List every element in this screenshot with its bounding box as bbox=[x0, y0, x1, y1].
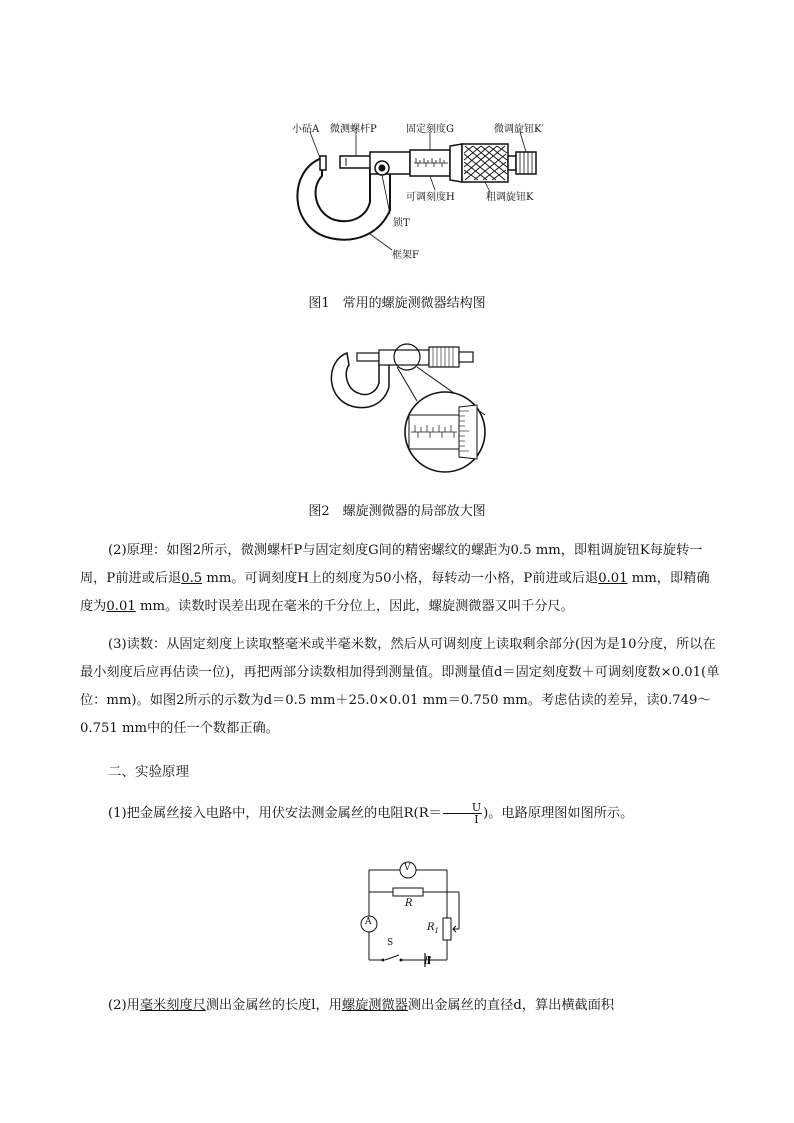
switch-label: S bbox=[387, 938, 394, 948]
paragraph-reading: (3)读数：从固定刻度上读取整毫米或半毫米数，然后从可调刻度上读取剩余部分(因为是10分度，所以在最小刻度后应再估读一位)，再把两部分读数相加得到测量值。即测量值d＝固定刻度数＋可调刻度数×0.01(单位：mm)。如图2所示的示数为d＝0.5 mm＋25.0×0.01 mm＝0.750 mm。考虑估读的差异，读0.749～0.751 mm中的任一个数都正确。 bbox=[80, 637, 720, 736]
voltmeter-label: V bbox=[404, 863, 411, 873]
measure-tool-ruler: 毫米刻度尺 bbox=[139, 998, 206, 1013]
paragraph-principle bbox=[80, 537, 720, 621]
figure-1-caption: 图1 常用的螺旋测微器结构图 bbox=[308, 296, 486, 311]
circuit-diagram bbox=[355, 852, 475, 970]
circuit-wires bbox=[355, 852, 475, 970]
figure-2-caption: 图2 螺旋测微器的局部放大图 bbox=[308, 504, 486, 519]
figure-2 bbox=[325, 335, 495, 475]
label-frame: 框架F bbox=[392, 250, 419, 261]
label-coarse-knob: 粗调旋钮K bbox=[486, 192, 534, 203]
label-spindle: 微测螺杆P bbox=[330, 124, 377, 135]
rheostat-subscript: 1 bbox=[434, 927, 439, 935]
label-fixed-scale: 固定刻度G bbox=[406, 124, 454, 135]
measure-text-2: 测出金属丝的长度l，用 bbox=[205, 998, 342, 1013]
principle-text-1: (2)原理：如图2所示，微测螺杆P与固定刻度G间的精密螺纹的螺距为0.5 mm，即粗调旋钮K每旋转一周，P前进或后退 bbox=[80, 543, 703, 586]
principle-text-2: mm。可调刻度H上的刻度为50小格，每转动一小格，P前进或后退 bbox=[202, 571, 599, 586]
measure-tool-micrometer: 螺旋测微器 bbox=[341, 998, 408, 1013]
label-fine-knob: 微调旋钮K′ bbox=[494, 124, 544, 135]
paragraph-measure bbox=[80, 992, 720, 1020]
label-lock: 锁T bbox=[393, 218, 410, 229]
principle-blank-2: 0.01 bbox=[598, 571, 628, 586]
ohm-fraction bbox=[443, 802, 482, 825]
ammeter-label: A bbox=[365, 917, 372, 927]
principle-blank-1: 0.5 bbox=[181, 571, 203, 586]
measure-text-3: 测出金属丝的直径d，算出横截面积 bbox=[407, 998, 615, 1013]
rheostat-label bbox=[427, 922, 439, 935]
principle-text-4: mm。读数时误差出现在毫米的千分位上，因此，螺旋测微器又叫千分尺。 bbox=[135, 599, 574, 614]
battery-label: E bbox=[424, 956, 432, 967]
label-anvil: 小砧A bbox=[292, 124, 320, 135]
fraction-numerator: U bbox=[443, 802, 482, 814]
section-heading: 二、实验原理 bbox=[108, 764, 189, 780]
measure-text-1: (2)用 bbox=[108, 998, 140, 1013]
label-adjustable-scale: 可调刻度H bbox=[406, 192, 455, 203]
resistor-label: R bbox=[405, 898, 413, 909]
paragraph-circuit bbox=[80, 800, 720, 828]
fraction-denominator: I bbox=[474, 813, 479, 826]
micrometer-zoom-drawing bbox=[325, 335, 495, 475]
principle-text-3: mm，即精确度为 bbox=[80, 571, 710, 614]
principle-blank-3: 0.01 bbox=[106, 599, 136, 614]
circuit-text-2: )。电路原理图如图所示。 bbox=[483, 806, 634, 821]
rheostat-letter: R bbox=[427, 922, 435, 933]
figure-1 bbox=[280, 110, 560, 275]
circuit-text-1: (1)把金属丝接入电路中，用伏安法测金属丝的电阻R(R＝ bbox=[108, 806, 442, 821]
